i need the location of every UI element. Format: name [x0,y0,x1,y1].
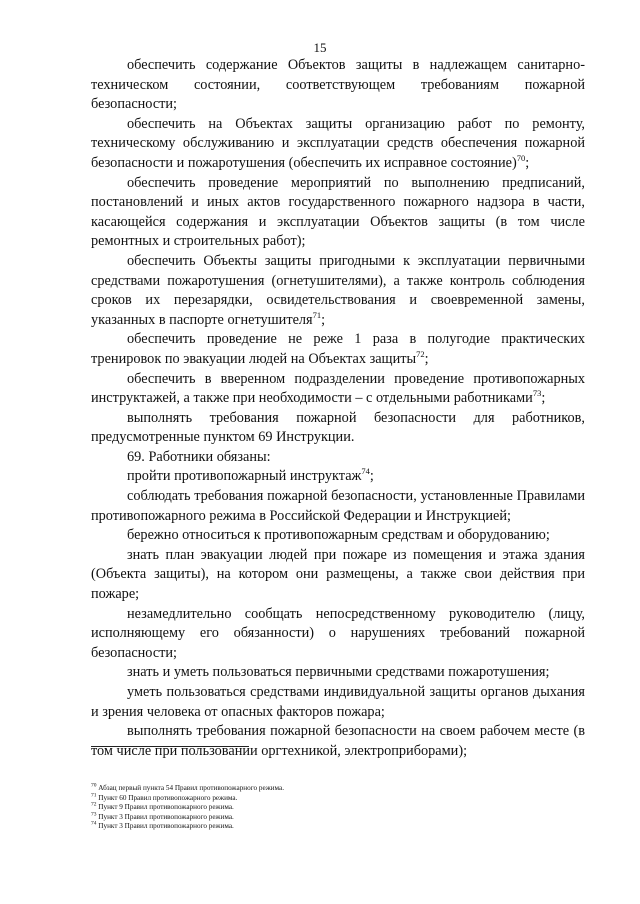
paragraph: знать план эвакуации людей при пожаре из помещения и этажа здания (Объекта защиты), на котором они размещены, а также свои действия при пожаре; [91,546,585,603]
footnotes [91,784,585,832]
section-heading: 69. Работники обязаны: [127,448,271,465]
footnote: $^{72}$ Пункт 9 Правил противопожарного режима. [91,801,234,812]
footnote-ref: 73 [532,388,542,399]
footnote-ref: 71 [312,309,322,320]
paragraph: незамедлительно сообщать непосредственному руководителю (лицу, исполняющему его обязанности) о нарушениях требований пожарной безопасности; [91,605,585,661]
footnote: $^{73}$ Пункт 3 Правил противопожарного режима. [91,811,234,821]
footnote: $^{70}$ Абзац первый пункта 54 Правил противопожарного режима. [91,782,284,792]
paragraph: выполнять требования пожарной безопасности на своем рабочем месте (в том числе при пользовании оргтехникой, электроприборами); [91,723,585,759]
footnote: $^{71}$ Пункт 60 Правил противопожарного режима. [91,792,238,802]
paragraph: выполнять требования пожарной безопасности для работников, предусмотренные пунктом 69 Инструкции. [91,409,585,446]
paragraph: пройти противопожарный инструктаж$^{74}$; [127,466,374,485]
paragraph: обеспечить Объекты защиты пригодными к эксплуатации первичными средствами пожаротушения (огнетушителями), а также контроль соблюдения сроков их перезарядки, освидетельствования и своевременной замены, указанных в паспорте огнетушителя$^{71}$; [91,252,585,328]
paragraph: обеспечить проведение не реже 1 раза в полугодие практических тренировок по эвакуации людей на Объектах защиты$^{72}$; [91,331,585,367]
paragraph: соблюдать требования пожарной безопасности, установленные Правилами противопожарного режима в Российской Федерации и Инструкцией; [91,488,585,524]
paragraph: обеспечить на Объектах защиты организацию работ по ремонту, техническому обслуживанию и эксплуатации средств обеспечения пожарной безопасности и пожаротушения (обеспечить их исправное состояние)$^{70}$; [91,115,585,171]
paragraph: уметь пользоваться средствами индивидуальной защиты органов дыхания и зрения человека от опасных факторов пожара; [91,684,585,720]
footnote-ref: 70 [516,153,526,164]
paragraph: знать и уметь пользоваться первичными средствами пожаротушения; [127,664,550,681]
document-body [91,56,585,761]
page-number: 15 [313,40,327,55]
footnote-ref: 72 [416,349,425,360]
paragraph: бережно относиться к противопожарным средствам и оборудованию; [127,527,550,544]
footnote-divider [91,746,249,747]
footnote-ref: 74 [361,466,370,477]
paragraph: обеспечить содержание Объектов защиты в надлежащем санитарно-техническом состоянии, соответствующем требованиям пожарной безопасности; [91,57,585,113]
paragraph: обеспечить проведение мероприятий по выполнению предписаний, постановлений и иных актов государственного пожарного надзора в части, касающейся содержания и эксплуатации Объектов защиты (в том числе ремонтных и строительных работ); [91,174,585,250]
footnote: $^{74}$ Пункт 3 Правил противопожарного режима. [91,820,234,831]
paragraph: обеспечить в вверенном подразделении проведение противопожарных инструктажей, а также при необходимости – с отдельными работниками$^{73}$; [91,370,585,407]
